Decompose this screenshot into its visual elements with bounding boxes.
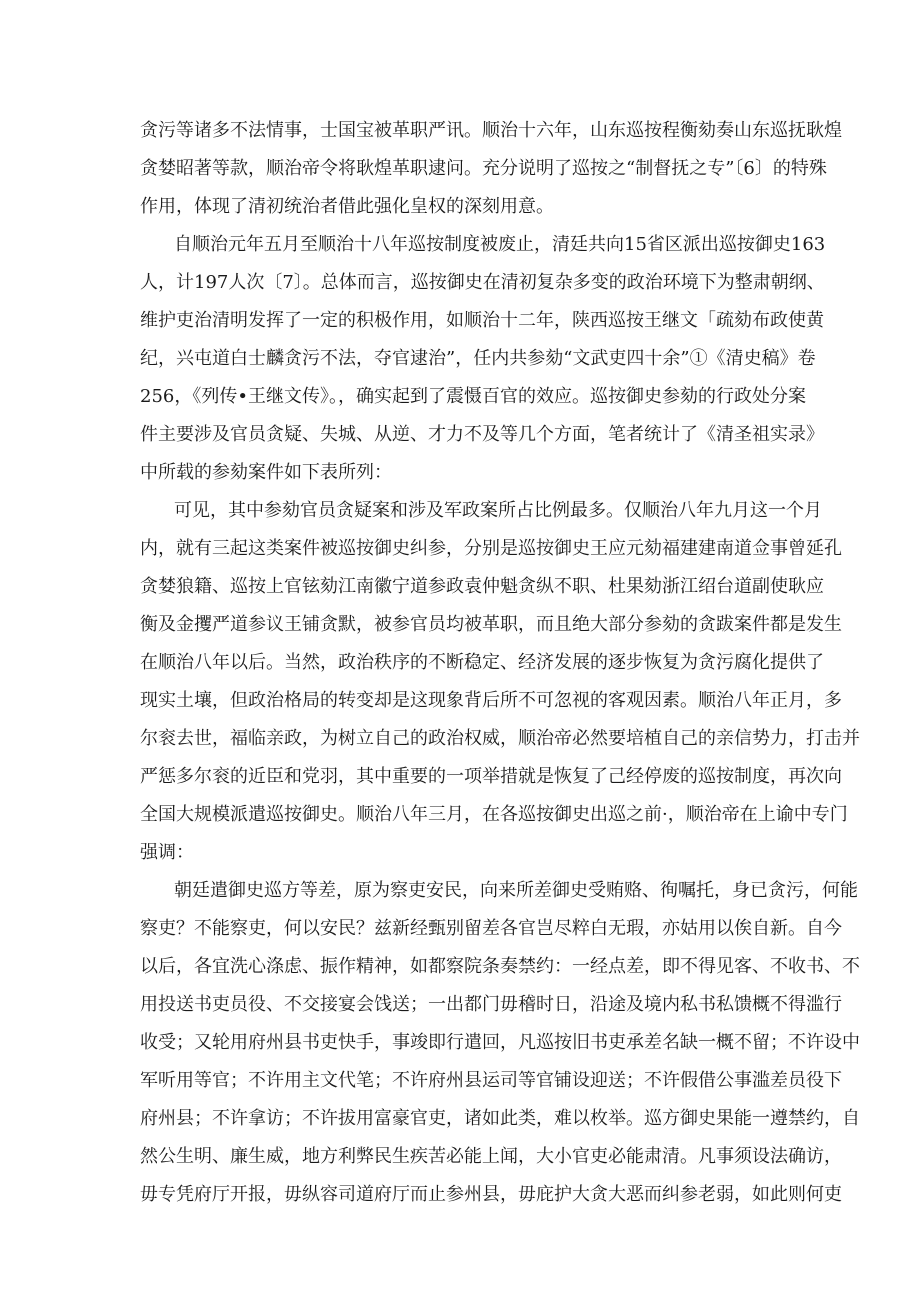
text-line-3: 作用，体现了清初统治者借此强化皇权的深刻用意。: [140, 196, 554, 217]
text-line-11: 可见，其中参劾官员贪疑案和涉及军政案所占比例最多。仅顺治八年九月这一个月: [174, 500, 822, 521]
text-line-22: 察吏？不能察吏，何以安民？兹新经甄别留差各官岂尽粹白无瑕，亦姑用以俟自新。自今: [140, 918, 842, 939]
text-line-1: 贪污等诸多不法情事，士国宝被革职严讯。顺治十六年，山东巡按程衡劾奏山东巡抚耿煌: [140, 120, 842, 141]
text-line-9: 件主要涉及官员贪疑、失城、从逆、才力不及等几个方面，笔者统计了《清圣祖实录》: [140, 424, 824, 445]
text-line-10: 中所载的参劾案件如下表所列：: [140, 462, 392, 483]
text-line-2: 贪婪昭著等款，顺治帝令将耿煌革职逮问。充分说明了巡按之“制督抚之专”〔6〕的特殊: [140, 158, 827, 179]
text-line-18: 严惩多尔衮的近臣和党羽，其中重要的一项举措就是恢复了己经停废的巡按制度，再次向: [140, 766, 842, 787]
text-line-6: 维护吏治清明发挥了一定的积极作用，如顺治十二年，陕西巡按王继文「疏劾布政使黄: [140, 310, 824, 331]
text-line-25: 收受；又轮用府州县书吏快手，事竣即行遣回，凡巡按旧书吏承差名缺一概不留；不许设中: [140, 1032, 860, 1053]
text-line-12: 内，就有三起这类案件被巡按御史纠参，分别是巡按御史王应元劾福建建南道佥事曾延孔: [140, 538, 842, 559]
text-line-19: 全国大规模派遣巡按御史。顺治八年三月，在各巡按御史出巡之前·，顺治帝在上谕中专门: [140, 804, 848, 825]
text-line-27: 府州县；不许拿访；不许拔用富豪官吏，诸如此类，难以枚举。巡方御史果能一遵禁约，自: [140, 1108, 860, 1129]
text-line-14: 衡及金攫严道参议王铺贪默，被参官员均被革职，而且绝大部分参劾的贪跋案件都是发生: [140, 614, 842, 635]
text-line-5: 人，计197人次〔7〕。总体而言，巡按御史在清初复杂多变的政治环境下为整肃朝纲、: [140, 272, 825, 293]
text-line-17: 尔衮去世，福临亲政，为树立自己的政治权威，顺治帝必然要培植自己的亲信势力，打击并: [140, 728, 860, 749]
text-line-20: 强调：: [140, 842, 194, 863]
text-line-21: 朝廷遣御史巡方等差，原为察吏安民，向来所差御史受贿赂、徇嘱托，身已贪污，何能: [174, 880, 858, 901]
text-line-23: 以后，各宜洗心涤虑、振作精神，如都察院条奏禁约：一经点差，即不得见客、不收书、不: [140, 956, 860, 977]
text-line-24: 用投送书吏员役、不交接宴会饯送；一出都门毋稽时日，沿途及境内私书私馈概不得滥行: [140, 994, 842, 1015]
text-line-8: 256，《列传•王继文传》。，确实起到了震慑百官的效应。巡按御史参劾的行政处分案: [140, 386, 806, 407]
text-line-4: 自顺治元年五月至顺治十八年巡按制度被废止，清廷共向15省区派出巡按御史163: [174, 234, 826, 255]
text-line-26: 军听用等官；不许用主文代笔；不许府州县运司等官铺设迎送；不许假借公事滥差员役下: [140, 1070, 842, 1091]
text-line-28: 然公生明、廉生威，地方利弊民生疾苦必能上闻，大小官吏必能肃清。凡事须设法确访，: [140, 1146, 842, 1167]
text-line-7: 纪，兴屯道白士麟贪污不法，夺官逮治”，任内共参劾“文武吏四十余”①《清史稿》卷: [140, 348, 816, 369]
text-line-29: 毋专凭府厅开报，毋纵容司道府厅而止参州县，毋庇护大贪大恶而纠参老弱，如此则何吏: [140, 1184, 842, 1205]
text-line-16: 现实土壤，但政治格局的转变却是这现象背后所不可忽视的客观因素。顺治八年正月，多: [140, 690, 842, 711]
text-line-15: 在顺治八年以后。当然，政治秩序的不断稳定、经济发展的逐步恢复为贪污腐化提供了: [140, 652, 824, 673]
text-line-13: 贪婪狼籍、巡按上官铉劾江南徽宁道参政袁仲魁贪纵不职、杜果劾浙江绍台道副使耿应: [140, 576, 824, 597]
